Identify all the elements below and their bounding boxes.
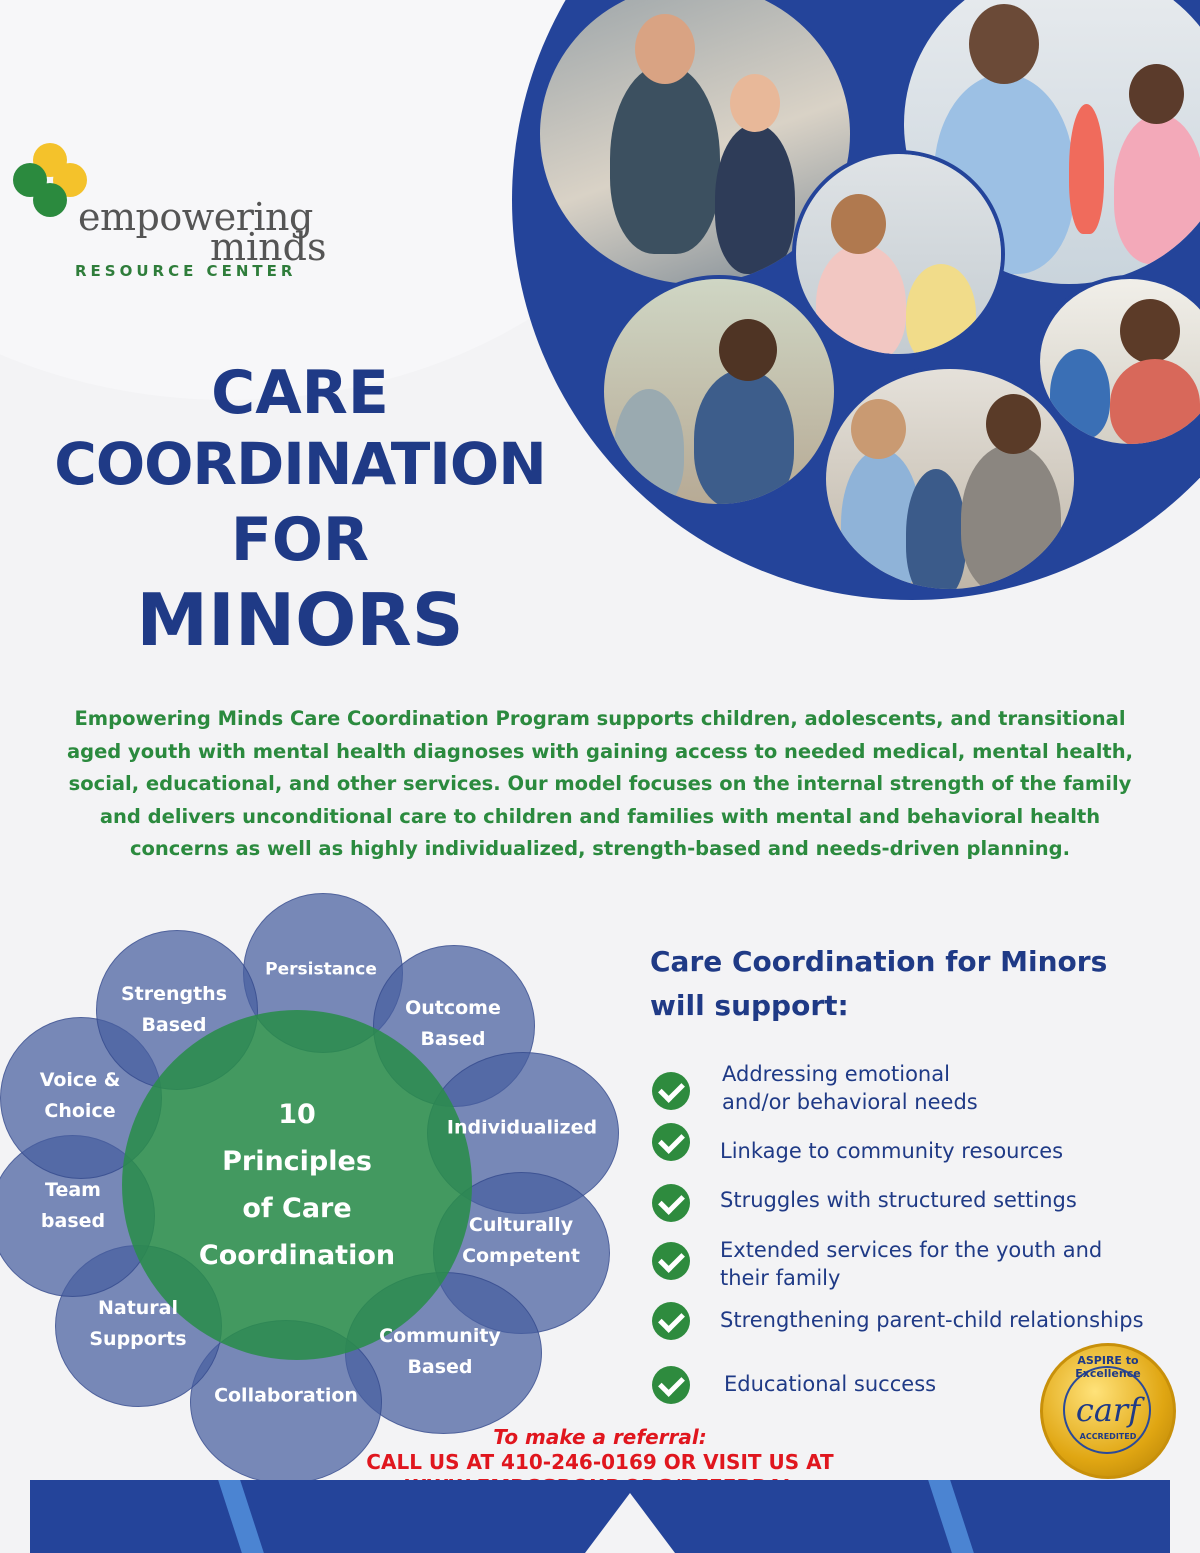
check-icon	[652, 1302, 690, 1340]
title-line1: CARE	[211, 358, 389, 428]
center-line3: of Care	[242, 1193, 352, 1224]
support-heading-line1: Care Coordination for Minors	[650, 945, 1108, 978]
title-line3: FOR	[230, 505, 370, 575]
brand-subtitle: RESOURCE CENTER	[75, 262, 297, 280]
check-icon	[652, 1366, 690, 1404]
photo-boy-with-therapist	[600, 275, 838, 508]
petal-label-individualized: Individualized	[446, 1116, 598, 1139]
support-item-text: Extended services for the youth and their family	[720, 1238, 1103, 1290]
petal-label-natural-supports: Natural Supports	[89, 1297, 187, 1350]
check-icon	[652, 1184, 690, 1222]
petal-label-team-based: Team based	[40, 1179, 106, 1232]
brand-name-line1: empowering	[78, 195, 313, 239]
referral-phone-line[interactable]: CALL US AT 410-246-0169 OR VISIT US AT	[366, 1450, 834, 1474]
petal-label-culturally-competent: Culturally Competent	[462, 1214, 580, 1267]
title-line4: MINORS	[136, 578, 464, 662]
check-icon	[652, 1242, 690, 1280]
petal-label-strengths-based: Strengths Based	[120, 983, 228, 1036]
brand-name-line2: minds	[210, 225, 327, 269]
check-icon	[652, 1072, 690, 1110]
seal-sub-text: ACCREDITED	[1079, 1432, 1137, 1441]
photo-family-portrait	[822, 365, 1078, 593]
carf-accreditation-seal	[1040, 1343, 1176, 1479]
petal-label-collaboration: Collaboration	[214, 1384, 358, 1407]
seal-top-text: ASPIRE to Excellence	[1075, 1354, 1141, 1380]
principles-center-label	[199, 1091, 395, 1279]
referral-lead: To make a referral:	[493, 1425, 707, 1449]
support-item-text: Struggles with structured settings	[720, 1188, 1077, 1212]
support-heading-line2: will support:	[650, 989, 849, 1022]
footer-stripe-right	[928, 1480, 974, 1553]
principles-diagram	[0, 890, 620, 1450]
support-item-text: Strengthening parent-child relationships	[720, 1308, 1144, 1332]
petal-label-community-based: Community Based	[379, 1325, 501, 1378]
center-line1: 10	[278, 1099, 316, 1130]
support-heading	[650, 940, 1107, 1028]
support-item-text: Educational success	[724, 1372, 937, 1396]
petal-label-outcome-based: Outcome Based	[405, 997, 501, 1050]
center-line2: Principles	[222, 1146, 372, 1177]
support-item-text: Linkage to community resources	[720, 1139, 1064, 1163]
check-icon	[652, 1123, 690, 1161]
support-item-text: Addressing emotional and/or behavioral needs	[722, 1062, 978, 1114]
center-line4: Coordination	[198, 1240, 396, 1271]
seal-logo-text: carf	[1075, 1391, 1141, 1429]
intro-paragraph: Empowering Minds Care Coordination Program supports children, adolescents, and transitional aged youth with mental health diagnoses with gaining access to needed medical, mental health, social, educational, and other services. Our model focuses on the internal strength of the family and delivers unconditional care to children and families with mental and behavioral health concerns as well as highly individualized, strength-based and needs-driven planning.	[66, 707, 1134, 860]
brand-logo[interactable]	[10, 140, 330, 290]
petal-label-persistance: Persistance	[265, 959, 377, 980]
title-line2: COORDINATION	[54, 430, 546, 498]
footer-band	[30, 1480, 1170, 1553]
footer-notch	[585, 1493, 675, 1553]
footer-stripe-left	[218, 1480, 264, 1553]
petal-label-voice-choice: Voice & Choice	[39, 1069, 121, 1122]
